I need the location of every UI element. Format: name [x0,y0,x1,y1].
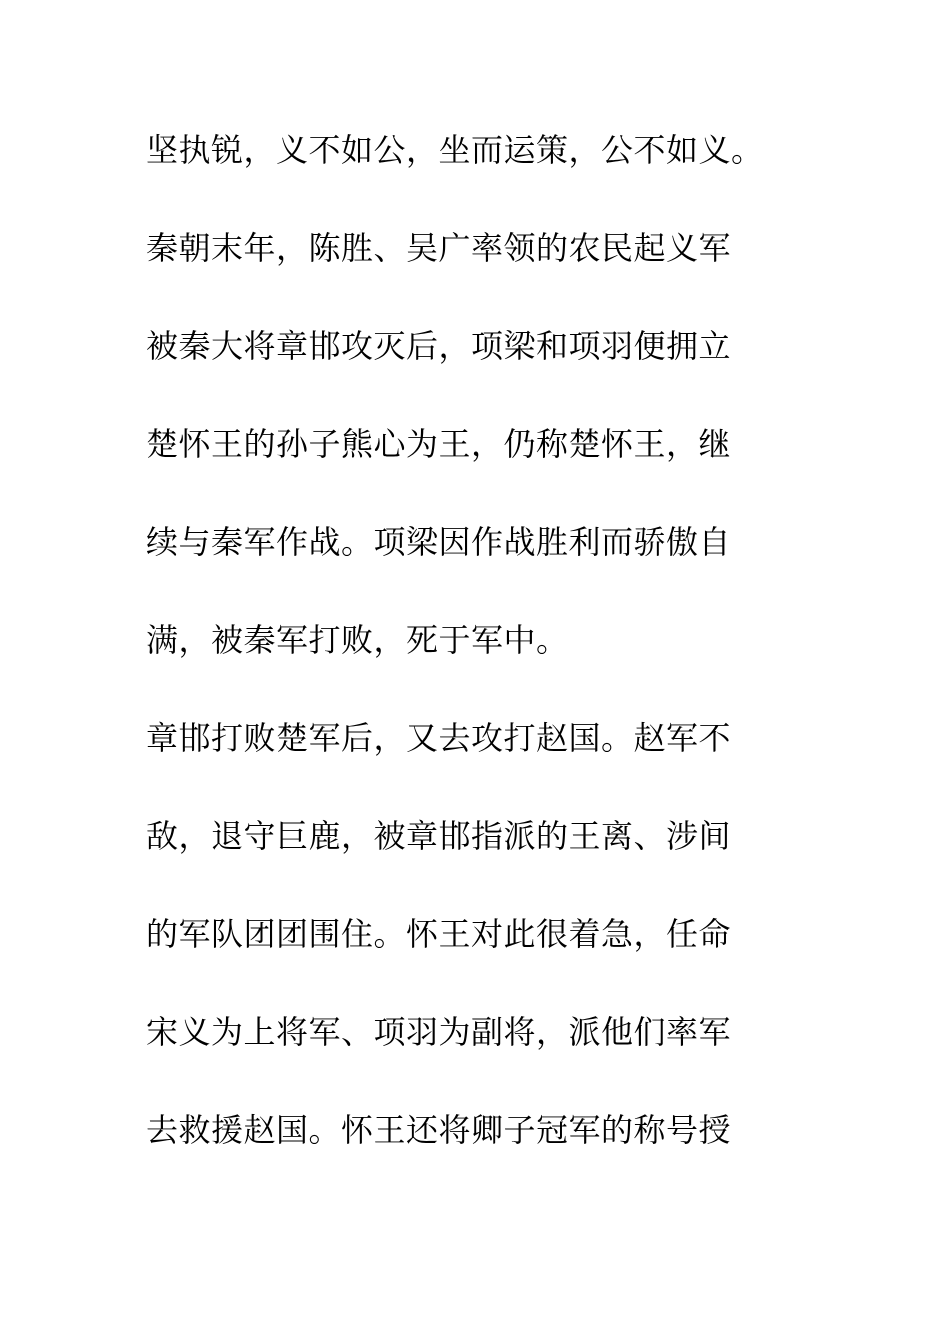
text-line-3: 被秦大将章邯攻灭后，项梁和项羽便拥立 [146,327,732,365]
text-line-4: 楚怀王的孙子熊心为王，仍称楚怀王，继 [146,425,732,463]
text-line-11: 去救援赵国。怀王还将卿子冠军的称号授 [146,1111,732,1149]
text-line-2: 秦朝末年，陈胜、吴广率领的农民起义军 [146,229,732,267]
text-line-5: 续与秦军作战。项梁因作战胜利而骄傲自 [146,523,732,561]
text-line-9: 的军队团团围住。怀王对此很着急，任命 [146,915,732,953]
text-line-10: 宋义为上将军、项羽为副将，派他们率军 [146,1013,732,1051]
text-line-8: 敌，退守巨鹿，被章邯指派的王离、涉间 [146,817,732,855]
body-text [146,126,816,1204]
text-line-7: 章邯打败楚军后，又去攻打赵国。赵军不 [146,719,732,757]
text-line-6: 满，被秦军打败，死于军中。 [146,621,569,659]
text-line-1: 坚执锐，义不如公，坐而运策，公不如义。 [146,131,764,169]
